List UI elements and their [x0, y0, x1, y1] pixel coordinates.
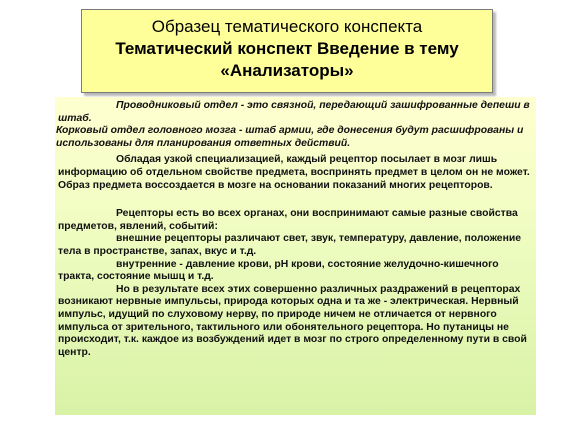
slide-title-line-2: Тематический конспект Введение в тему	[115, 39, 459, 58]
slide-title-box	[81, 9, 493, 93]
paragraph-cortical-section: Корковый отдел головного мозга - штаб армии, где донесения будут расшифрованы и использованы для планирования ответных действий.	[56, 125, 524, 149]
paragraph-external-receptors: внешние рецепторы различают свет, звук, температуру, давление, положение тела в пространстве, запах, вкус и т.д.	[58, 233, 522, 257]
slide-title-line-3: «Анализаторы»	[220, 61, 354, 80]
paragraph-internal-receptors: внутренние - давление крови, рН крови, состояние желудочно-кишечного тракта, состояние мышц и т.д.	[58, 258, 499, 283]
paragraph-nerve-impulses: Но в результате всех этих совершенно различных раздражений в рецепторах возникают нервные импульсы, природа которых одна и та же - электрическая. Нервный импульс, идущий по слуховому нерву, по природе ничем не отличается от нервного импульса от зрительного, тактильного или обонятельного рецептора. Но путаницы не происходит, т.к. каждое из возбуждений идет в мозг по строго определенному пути в свой центр.	[58, 283, 527, 358]
content-text	[58, 100, 536, 359]
paragraph-conductive-section: Проводниковый отдел - это связной, передающий зашифрованные депеши в штаб.	[58, 100, 530, 124]
paragraph-receptors-in-organs: Рецепторы есть во всех органах, они воспринимают самые разные свойства предметов, явлений, событий:	[58, 208, 518, 232]
paragraph-receptor-specialization: Обладая узкой специализацией, каждый рецептор посылает в мозг лишь информацию об отдельном свойстве предмета, воспринять предмет в целом он не может. Образ предмета воссоздается в мозге на основании показаний многих рецепторов.	[58, 154, 530, 191]
slide-title-line-1: Образец тематического конспекта	[151, 17, 423, 36]
